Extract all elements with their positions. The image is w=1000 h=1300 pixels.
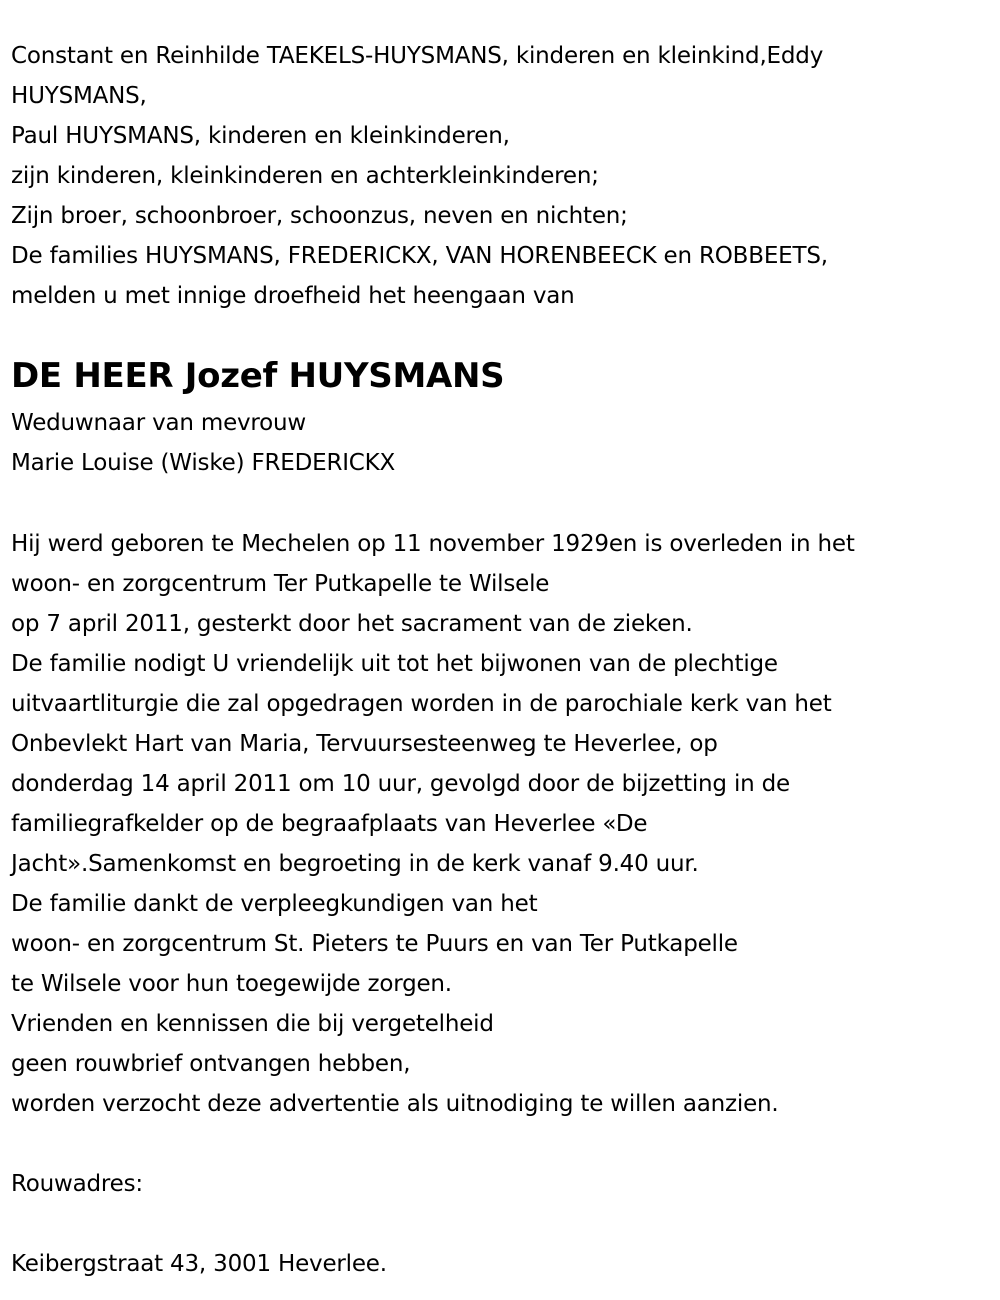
body-line: op 7 april 2011, gesterkt door het sacrament van de zieken. [11, 611, 693, 637]
body-line: woon- en zorgcentrum Ter Putkapelle te Wilsele [11, 571, 550, 597]
body-line: worden verzocht deze advertentie als uitnodiging te willen aanzien. [11, 1091, 779, 1117]
announcer-line: De families HUYSMANS, FREDERICKX, VAN HORENBEECK en ROBBEETS, [11, 243, 828, 269]
address-label: Rouwadres: [11, 1171, 143, 1197]
body-line: uitvaartliturgie die zal opgedragen worden in de parochiale kerk van het [11, 691, 832, 717]
body-line: Vrienden en kennissen die bij vergetelheid [11, 1011, 494, 1037]
announcer-line: Paul HUYSMANS, kinderen en kleinkinderen, [11, 123, 510, 149]
announcer-line: Constant en Reinhilde TAEKELS-HUYSMANS, kinderen en kleinkind,Eddy [11, 43, 824, 69]
body-line: De familie nodigt U vriendelijk uit tot het bijwonen van de plechtige [11, 651, 778, 677]
body-line: familiegrafkelder op de begraafplaats van Heverlee «De [11, 811, 648, 837]
body-line: De familie dankt de verpleegkundigen van het [11, 891, 538, 917]
body-line: Onbevlekt Hart van Maria, Tervuursesteenweg te Heverlee, op [11, 731, 718, 757]
body-line: Jacht».Samenkomst en begroeting in de kerk vanaf 9.40 uur. [11, 851, 699, 877]
deceased-name: DE HEER Jozef HUYSMANS [11, 356, 505, 396]
announcer-line: HUYSMANS, [11, 83, 147, 109]
announcer-line: Zijn broer, schoonbroer, schoonzus, neven en nichten; [11, 203, 628, 229]
mourning-address: Keibergstraat 43, 3001 Heverlee. [11, 1251, 387, 1277]
spouse-name: Marie Louise (Wiske) FREDERICKX [11, 450, 396, 476]
body-line: donderdag 14 april 2011 om 10 uur, gevolgd door de bijzetting in de [11, 771, 790, 797]
announcer-line: melden u met innige droefheid het heengaan van [11, 283, 575, 309]
body-line: woon- en zorgcentrum St. Pieters te Puurs en van Ter Putkapelle [11, 931, 738, 957]
body-line: Hij werd geboren te Mechelen op 11 november 1929en is overleden in het [11, 531, 855, 557]
body-line: te Wilsele voor hun toegewijde zorgen. [11, 971, 452, 997]
announcer-line: zijn kinderen, kleinkinderen en achterkleinkinderen; [11, 163, 599, 189]
widower-line: Weduwnaar van mevrouw [11, 410, 307, 436]
body-line: geen rouwbrief ontvangen hebben, [11, 1051, 411, 1077]
